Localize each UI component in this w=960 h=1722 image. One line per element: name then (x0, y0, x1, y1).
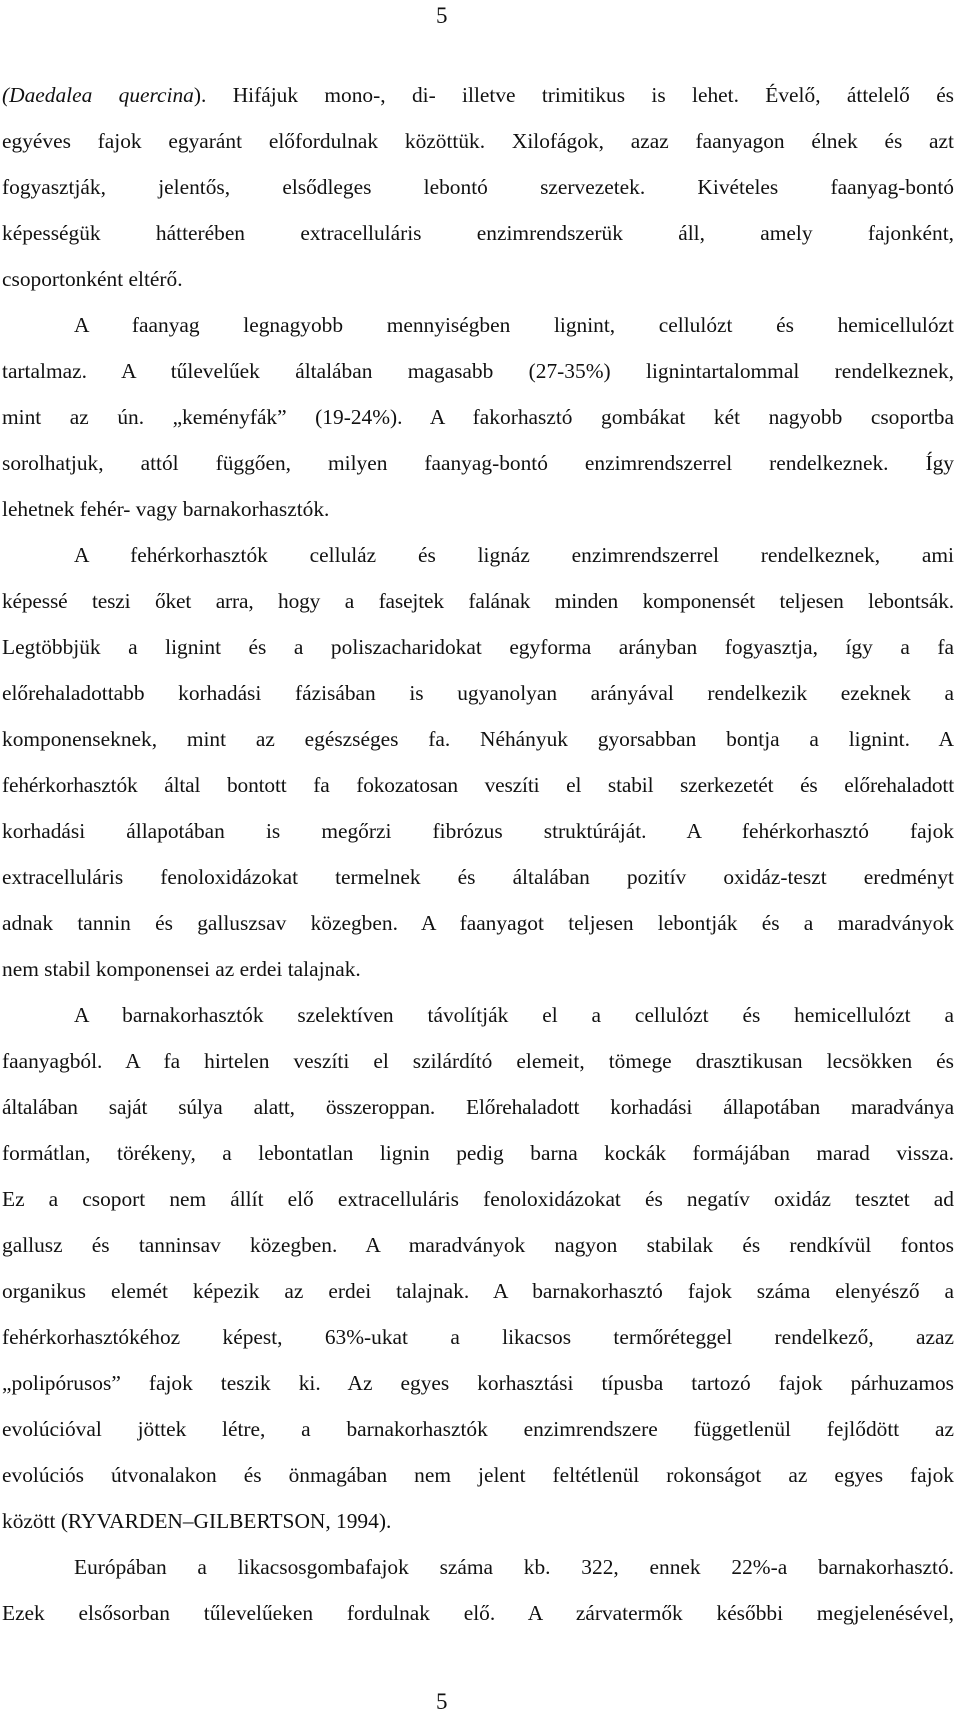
text-line: A fehérkorhasztók celluláz és lignáz enzimrendszerrel rendelkeznek, ami (74, 543, 954, 567)
text-line: egyéves fajok egyaránt előfordulnak közöttük. Xilofágok, azaz faanyagon élnek és azt (2, 129, 954, 153)
text-line: között (RYVARDEN–GILBERTSON, 1994). (2, 1509, 392, 1533)
text-line: mint az ún. „keményfák” (19-24%). A fakorhasztó gombákat két nagyobb csoportba (2, 405, 954, 429)
text-line: adnak tannin és galluszsav közegben. A faanyagot teljesen lebontják és a maradványok (2, 911, 954, 935)
text-line: Ez a csoport nem állít elő extracelluláris fenoloxidázokat és negatív oxidáz tesztet ad (2, 1187, 954, 1211)
text-line: képessé teszi őket arra, hogy a fasejtek falának minden komponensét teljesen lebontsák. (2, 589, 954, 613)
text-line: fogyasztják, jelentős, elsődleges lebontó szervezetek. Kivételes faanyag-bontó (2, 175, 954, 199)
text-line: fehérkorhasztók által bontott fa fokozatosan veszíti el stabil szerkezetét és előrehaladott (2, 773, 954, 797)
paragraph-wood-composition (2, 302, 954, 532)
text-line: evolúcióval jöttek létre, a barnakorhasztók enzimrendszere függetlenül fejlődött az (2, 1417, 954, 1441)
paragraph-brown-rot (2, 992, 954, 1544)
text-line: evolúciós útvonalakon és önmagában nem jelent feltétlenül rokonságot az egyes fajok (2, 1463, 954, 1487)
text-line: (Daedalea quercina). Hifájuk mono-, di- illetve trimitikus is lehet. Évelő, áttelelő és (2, 83, 955, 107)
text-line: csoportonként eltérő. (2, 267, 183, 291)
text-line: Ezek elsősorban tűlevelűeken fordulnak elő. A zárvatermők későbbi megjelenésével, (2, 1601, 954, 1625)
text-line: fehérkorhasztókéhoz képest, 63%-ukat a likacsos termőréteggel rendelkező, azaz (2, 1325, 954, 1349)
text-line: képességük hátterében extracelluláris enzimrendszerük áll, amely fajonként, (2, 221, 954, 245)
text-line: A faanyag legnagyobb mennyiségben lignint, cellulózt és hemicellulózt (74, 313, 954, 337)
paragraph-white-rot (2, 532, 954, 992)
italic-species-name: (Daedalea quercina (2, 83, 194, 107)
text-line: extracelluláris fenoloxidázokat termelnek és általában pozitív oxidáz-teszt eredményt (2, 865, 954, 889)
text-line: gallusz és tanninsav közegben. A maradványok nagyon stabilak és rendkívül fontos (2, 1233, 954, 1257)
page-number-top: 5 (436, 3, 448, 28)
page-number-bottom: 5 (436, 1689, 448, 1714)
paragraph-europe (2, 1544, 954, 1636)
text-line: általában saját súlya alatt, összeroppan. Előrehaladott korhadási állapotában maradványa (2, 1095, 954, 1119)
text-line: előrehaladottabb korhadási fázisában is ugyanolyan arányával rendelkezik ezeknek a (2, 681, 954, 705)
text-line: komponenseknek, mint az egészséges fa. Néhányuk gyorsabban bontja a lignint. A (2, 727, 954, 751)
text-line: Legtöbbjük a lignint és a poliszacharidokat egyforma arányban fogyasztja, így a fa (2, 635, 954, 659)
text-line: Európában a likacsosgombafajok száma kb. 322, ennek 22%-a barnakorhasztó. (74, 1555, 954, 1579)
text-line: korhadási állapotában is megőrzi fibrózus struktúráját. A fehérkorhasztó fajok (2, 819, 954, 843)
text-line: „polipórusos” fajok teszik ki. Az egyes korhasztási típusba tartozó fajok párhuzamos (2, 1371, 954, 1395)
paragraph-intro (2, 72, 954, 302)
text-line: sorolhatjuk, attól függően, milyen faanyag-bontó enzimrendszerrel rendelkeznek. Így (2, 451, 954, 475)
text-line: tartalmaz. A tűlevelűek általában magasabb (27-35%) lignintartalommal rendelkeznek, (2, 359, 954, 383)
text-line: faanyagból. A fa hirtelen veszíti el szilárdító elemeit, tömege drasztikusan lecsökken és (2, 1049, 954, 1073)
text-line: A barnakorhasztók szelektíven távolítják el a cellulózt és hemicellulózt a (74, 1003, 954, 1027)
text-line: lehetnek fehér- vagy barnakorhasztók. (2, 497, 330, 521)
document-body (2, 72, 954, 1636)
text-line: organikus elemét képezik az erdei talajnak. A barnakorhasztó fajok száma elenyésző a (2, 1279, 954, 1303)
text-line: formátlan, törékeny, a lebontatlan lignin pedig barna kockák formájában marad vissza. (2, 1141, 954, 1165)
text-line: nem stabil komponensei az erdei talajnak. (2, 957, 361, 981)
